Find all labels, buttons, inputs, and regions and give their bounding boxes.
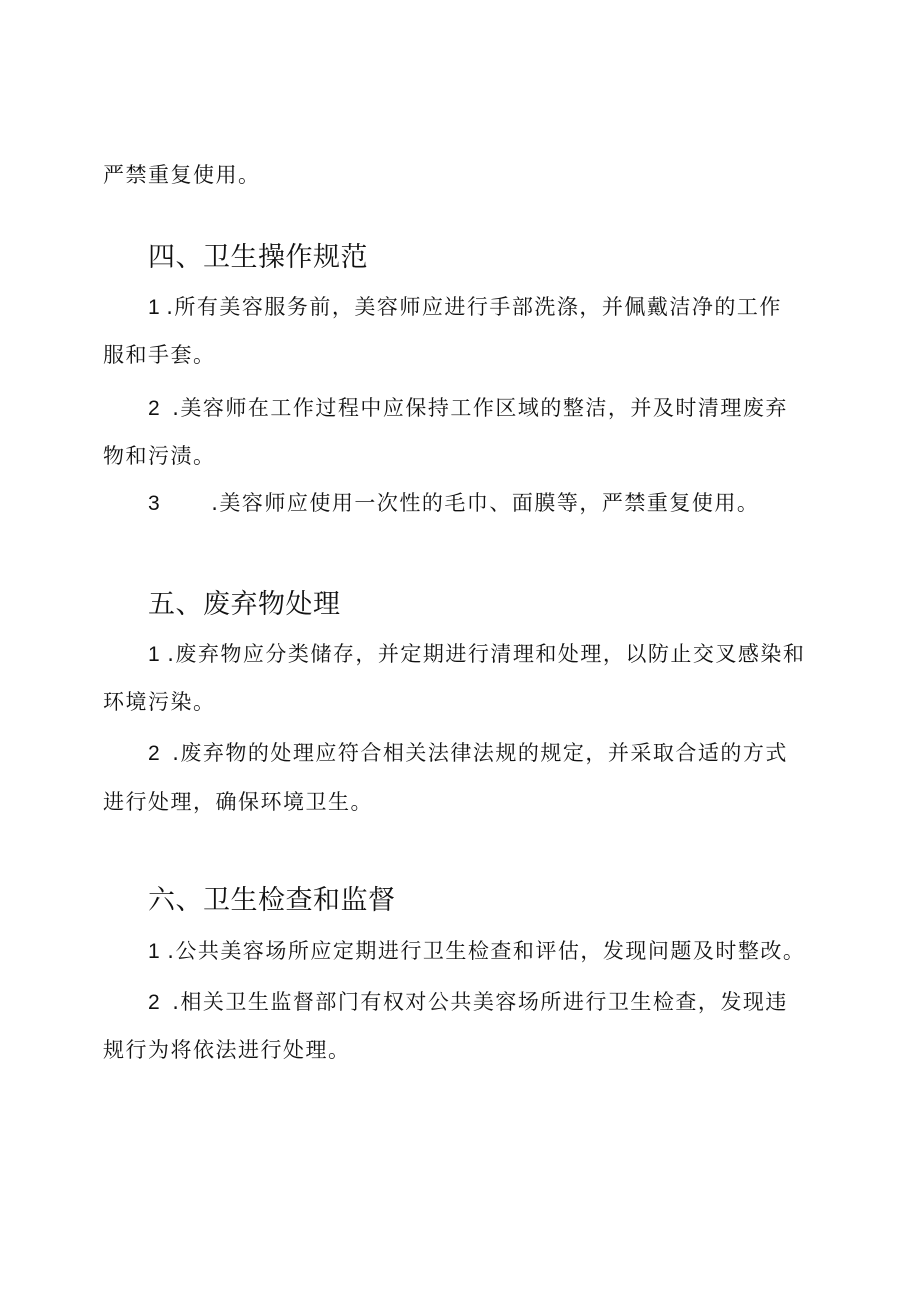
list-item xyxy=(148,739,788,768)
section-heading: 四、卫生操作规范 xyxy=(148,242,368,273)
list-item xyxy=(148,489,759,518)
list-item xyxy=(148,293,782,322)
item-text: 所有美容服务前，美容师应进行手部洗涤，并佩戴洁净的工作 xyxy=(174,295,782,319)
item-separator: . xyxy=(211,491,220,515)
item-number: 1 xyxy=(148,296,162,319)
item-number: 2 xyxy=(148,742,162,765)
item-text: 公共美容场所应定期进行卫生检查和评估，发现问题及时整改。 xyxy=(175,939,806,963)
item-text-continued: 物和污渍。 xyxy=(103,444,216,468)
item-text: 废弃物的处理应符合相关法律法规的规定，并采取合适的方式 xyxy=(180,741,788,765)
item-text-continued: 规行为将依法进行处理。 xyxy=(103,1038,351,1062)
item-number: 2 xyxy=(148,991,162,1014)
item-text-continued: 进行处理，确保环境卫生。 xyxy=(103,790,373,814)
item-text-continued: 服和手套。 xyxy=(103,343,216,367)
item-separator: . xyxy=(166,295,175,319)
list-item xyxy=(148,988,788,1017)
item-number: 2 xyxy=(148,397,162,420)
list-item xyxy=(148,937,805,966)
item-text: 废弃物应分类储存，并定期进行清理和处理，以防止交叉感染和 xyxy=(175,642,806,666)
item-text: 美容师在工作过程中应保持工作区域的整洁，并及时清理废弃 xyxy=(180,396,788,420)
item-text-continued: 环境污染。 xyxy=(103,690,216,714)
item-separator: . xyxy=(172,990,181,1014)
item-separator: . xyxy=(167,939,176,963)
item-number: 1 xyxy=(148,643,162,666)
item-separator: . xyxy=(172,741,181,765)
section-heading: 五、废弃物处理 xyxy=(148,589,341,620)
section-heading: 六、卫生检查和监督 xyxy=(148,885,396,916)
item-number: 1 xyxy=(148,940,162,963)
item-separator: . xyxy=(167,642,176,666)
list-item xyxy=(148,394,788,423)
item-text: 相关卫生监督部门有权对公共美容场所进行卫生检查，发现违 xyxy=(180,990,788,1014)
continuation-text: 严禁重复使用。 xyxy=(103,163,261,187)
item-text: 美容师应使用一次性的毛巾、面膜等，严禁重复使用。 xyxy=(219,491,760,515)
item-number: 3 xyxy=(148,492,162,515)
item-separator: . xyxy=(172,396,181,420)
list-item xyxy=(148,640,805,669)
